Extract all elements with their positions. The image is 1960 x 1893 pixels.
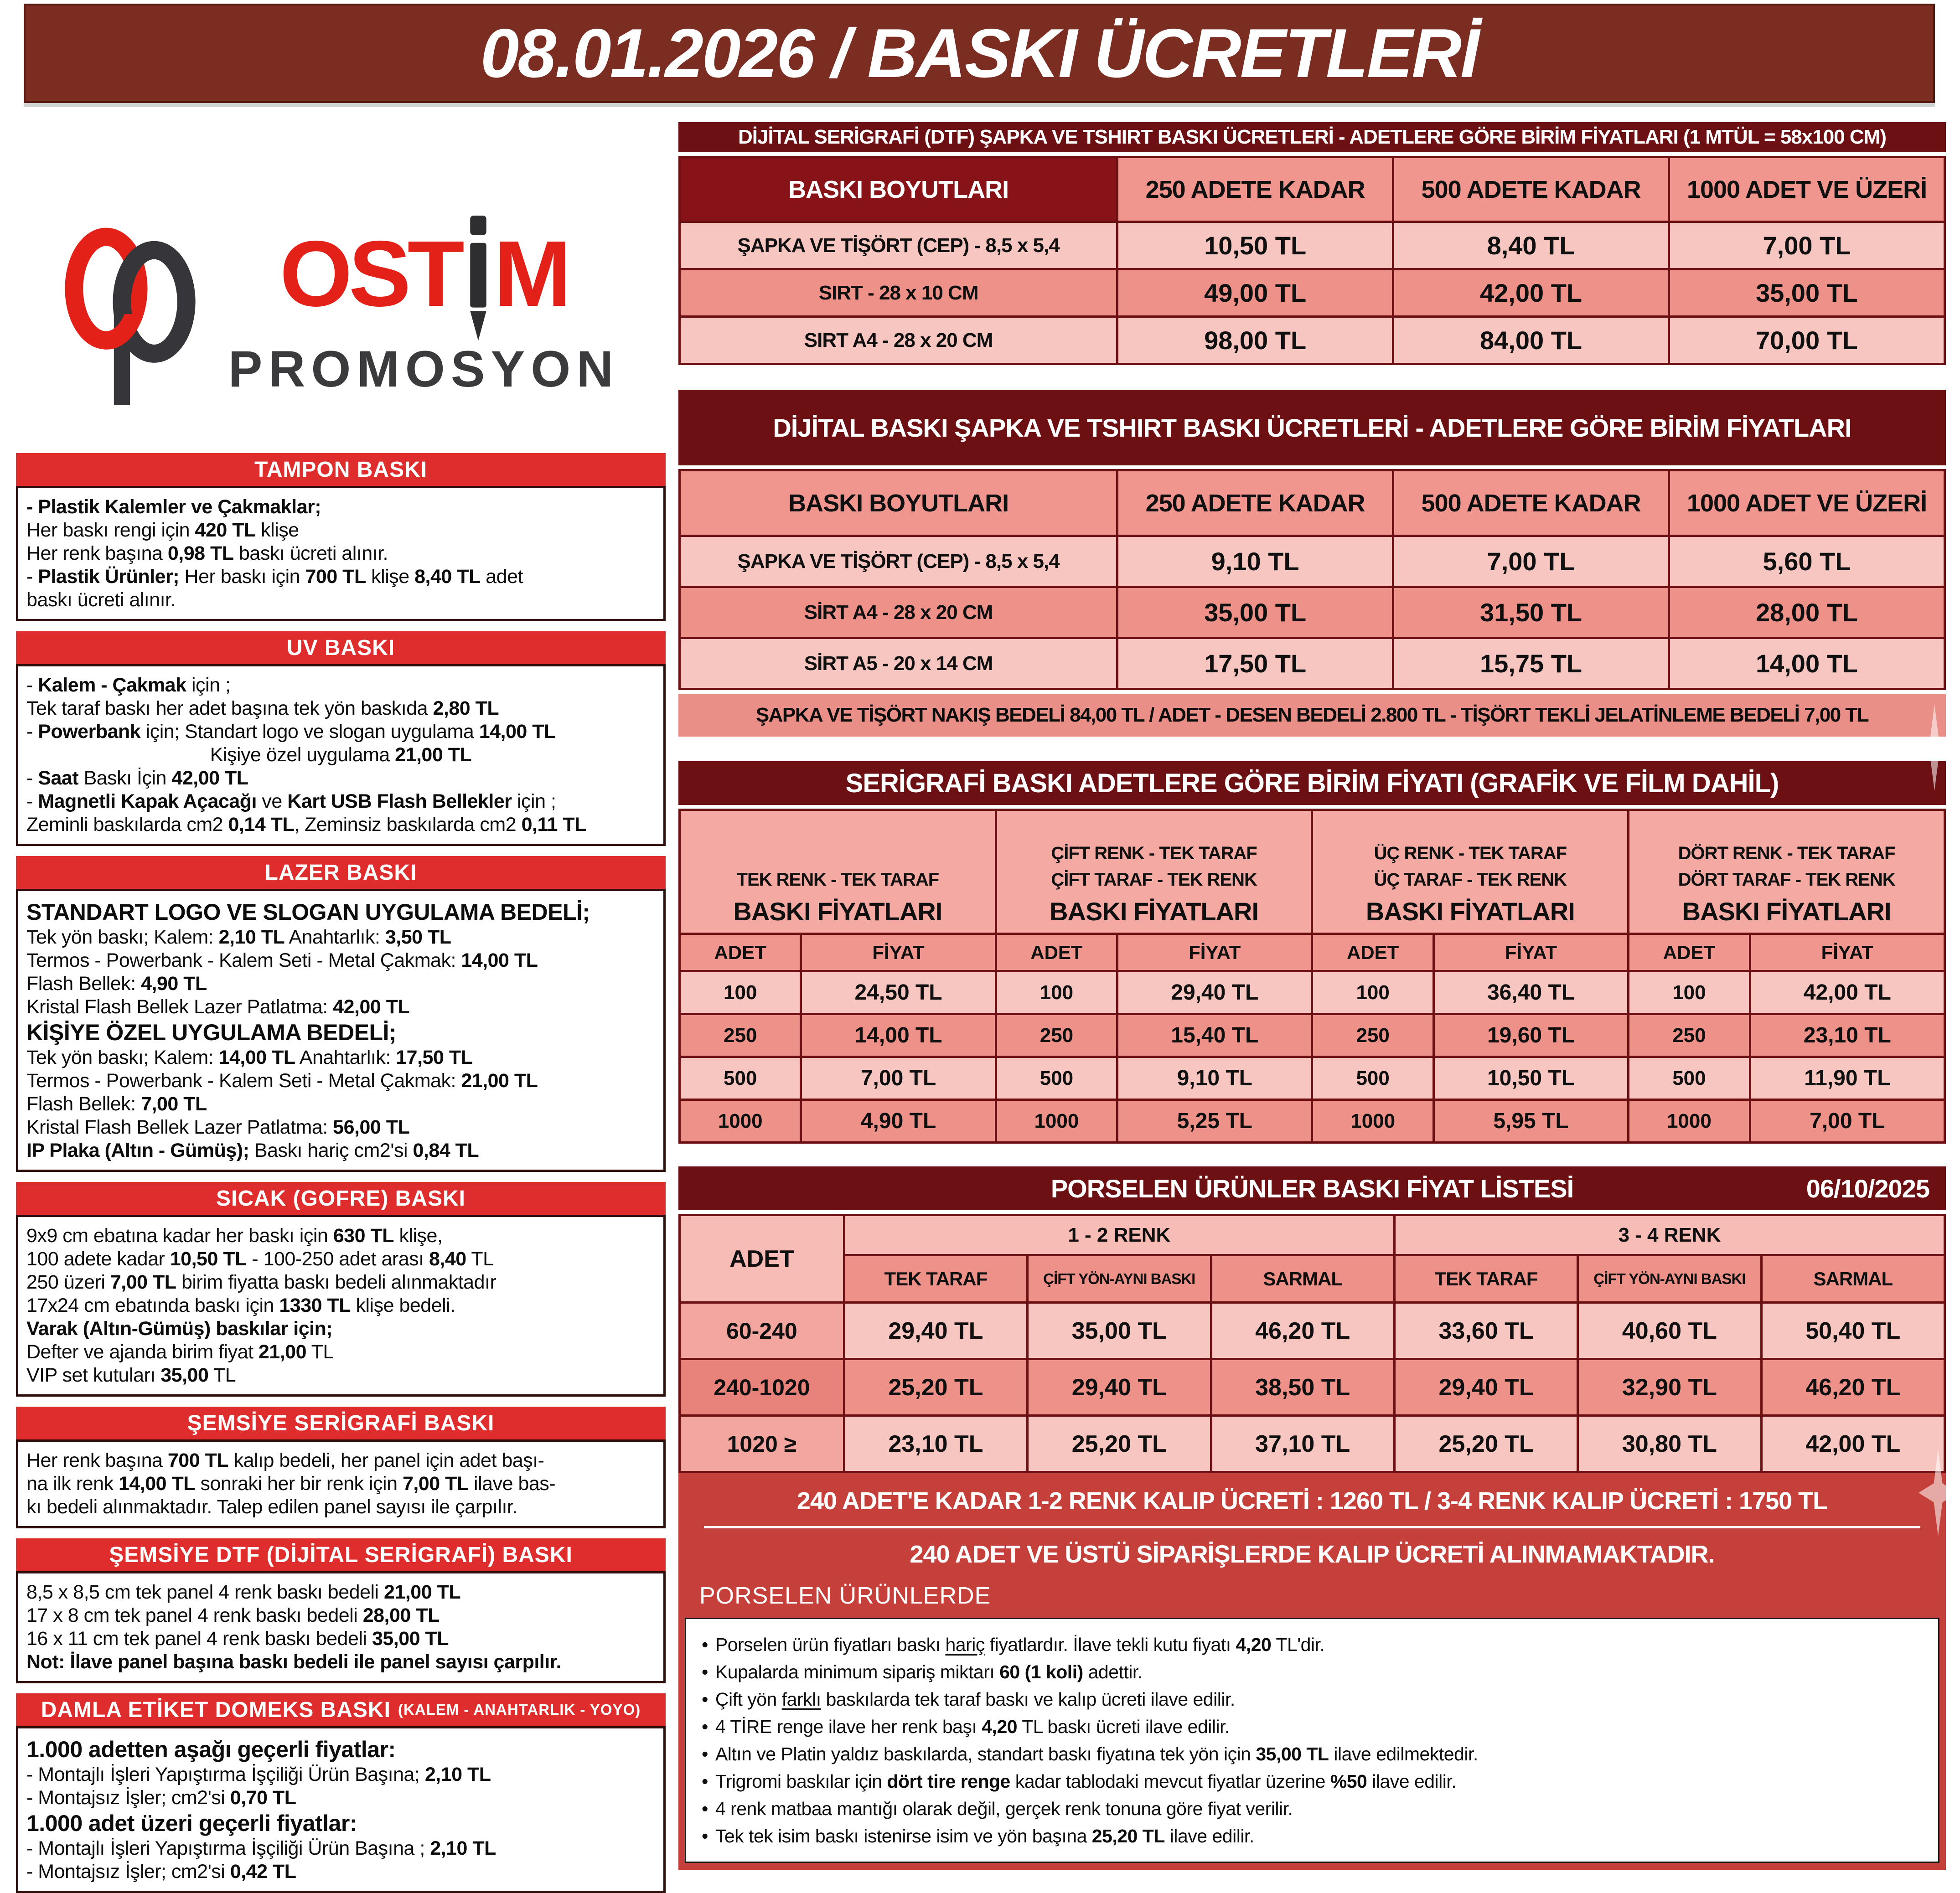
qty-cell: 1000 — [996, 1100, 1117, 1143]
price-cell: 10,50 TL — [1433, 1057, 1628, 1100]
porselen-table-title — [678, 1166, 1946, 1210]
group-header-row — [680, 1215, 1945, 1255]
note-bullet — [702, 1768, 1923, 1795]
porselen-price-section — [678, 1166, 1946, 1473]
text-line: 16 x 11 cm tek panel 4 renk baskı bedeli 35,00 TL — [26, 1628, 449, 1650]
text-line: STANDART LOGO VE SLOGAN UYGULAMA BEDELİ; — [26, 899, 590, 925]
note-text: Porselen ürün fiyatları baskı hariç fiyatlardır. İlave tekli kutu fiyatı 4,20 TL'dir. — [715, 1634, 1325, 1655]
col-header: 250 ADETE KADAR — [1117, 470, 1393, 536]
section-title-suffix: (KALEM - ANAHTARLIK - YOYO) — [398, 1701, 641, 1718]
bullet-dot: • — [702, 1798, 708, 1819]
col-header: TEK TARAF — [1394, 1255, 1577, 1303]
text-line: Zeminli baskılarda cm2 0,14 TL, Zeminsiz baskılarda cm2 0,11 TL — [26, 814, 586, 836]
row-label: SIRT A4 - 28 x 20 CM — [680, 317, 1117, 364]
porselen-notes-heading: PORSELEN ÜRÜNLERDE — [699, 1583, 991, 1609]
section-title: UV BASKI — [16, 631, 666, 664]
price-cell: 35,00 TL — [1028, 1303, 1211, 1359]
porselen-footer-area — [678, 1473, 1946, 1870]
text-line: - Montajlı İşleri Yapıştırma İşçiliği Ürün Başına; 2,10 TL — [26, 1764, 491, 1785]
note-text: 4 TİRE renge ilave her renk başı 4,20 TL baskı ücreti ilave edilir. — [715, 1716, 1230, 1737]
table-row — [680, 1359, 1945, 1416]
price-cell: 9,10 TL — [1117, 536, 1393, 587]
price-cell: 29,40 TL — [844, 1303, 1027, 1359]
row-label: 60-240 — [680, 1303, 844, 1359]
group-line: ÜÇ TARAF - TEK RENK — [1374, 870, 1567, 890]
price-cell: 7,00 TL — [1669, 222, 1945, 269]
qty-cell: 500 — [1629, 1057, 1750, 1100]
section-title: ŞEMSİYE DTF (DİJİTAL SERİGRAFİ) BASKI — [16, 1538, 666, 1571]
price-cell: 28,00 TL — [1669, 587, 1945, 638]
dijital-price-section — [678, 390, 1946, 737]
section-title: LAZER BASKI — [16, 856, 666, 889]
price-cell: 37,10 TL — [1211, 1416, 1394, 1472]
price-cell: 38,50 TL — [1211, 1359, 1394, 1416]
qty-cell: 1000 — [1629, 1100, 1750, 1143]
text-line: Her baskı rengi için 420 TL klişe — [26, 519, 299, 541]
right-column — [678, 122, 1946, 1855]
group-line: ÇİFT TARAF - TEK RENK — [1051, 870, 1257, 890]
left-section — [16, 1182, 666, 1397]
col-header: BASKI BOYUTLARI — [680, 470, 1117, 536]
price-cell: 42,00 TL — [1393, 269, 1669, 317]
price-cell: 25,20 TL — [1028, 1416, 1211, 1472]
qty-cell: 100 — [680, 971, 801, 1014]
bullet-dot: • — [702, 1689, 708, 1710]
logo-subtitle: PROMOSYON — [228, 340, 620, 397]
price-cell: 29,40 TL — [1028, 1359, 1211, 1416]
text-line: IP Plaka (Altın - Gümüş); Baskı hariç cm2'si 0,84 TL — [26, 1140, 479, 1161]
text-line: - Montajsız İşler; cm2'si 0,70 TL — [26, 1787, 296, 1809]
note-bullet — [702, 1686, 1923, 1713]
section-body — [16, 1571, 666, 1683]
table-row — [680, 317, 1945, 364]
price-cell: 5,25 TL — [1117, 1100, 1312, 1143]
table-row — [680, 1057, 1945, 1100]
bullet-dot: • — [702, 1743, 708, 1764]
note-bullet — [702, 1822, 1923, 1850]
text-line: - Magnetli Kapak Açacağı ve Kart USB Flash Bellekler için ; — [26, 790, 556, 812]
text-line: kı bedeli alınmaktadır. Talep edilen panel sayısı ile çarpılır. — [26, 1496, 517, 1518]
price-cell: 36,40 TL — [1433, 971, 1628, 1014]
price-cell: 23,10 TL — [1750, 1014, 1944, 1057]
qty-cell: 250 — [680, 1014, 801, 1057]
qty-cell: 100 — [1312, 971, 1433, 1014]
note-bullet — [702, 1631, 1923, 1658]
bullet-dot: • — [702, 1716, 708, 1737]
row-label: ŞAPKA VE TİŞÖRT (CEP) - 8,5 x 5,4 — [680, 222, 1117, 269]
text-line: Her renk başına 700 TL kalıp bedeli, her panel için adet başı- — [26, 1449, 544, 1471]
header-row — [680, 157, 1945, 222]
price-cell: 10,50 TL — [1117, 222, 1393, 269]
row-label: 240-1020 — [680, 1359, 844, 1416]
text-line: 1.000 adet üzeri geçerli fiyatlar: — [26, 1810, 357, 1836]
row-label: 1020 ≥ — [680, 1416, 844, 1472]
group-header-row — [680, 810, 1945, 934]
logo-word-left: OST — [279, 222, 461, 326]
note-text: Tek tek isim baskı istenirse isim ve yön başına 25,20 TL ilave edilir. — [715, 1826, 1254, 1847]
text-line: 8,5 x 8,5 cm tek panel 4 renk baskı bedeli 21,00 TL — [26, 1581, 461, 1603]
group-subtitle: BASKI FİYATLARI — [1050, 897, 1259, 926]
section-body — [16, 1726, 666, 1893]
note-text: 4 renk matbaa mantığı olarak değil, gerçek renk tonuna göre fiyat verilir. — [715, 1798, 1293, 1819]
note-bullet — [702, 1658, 1923, 1686]
price-cell: 50,40 TL — [1761, 1303, 1944, 1359]
price-cell: 29,40 TL — [1117, 971, 1312, 1014]
price-cell: 7,00 TL — [1393, 536, 1669, 587]
qty-cell: 500 — [1312, 1057, 1433, 1100]
serigrafi-table — [678, 809, 1946, 1144]
col-header: ADET — [1312, 934, 1433, 971]
col-header: 1000 ADET VE ÜZERİ — [1669, 157, 1945, 222]
serigrafi-price-section — [678, 761, 1946, 1144]
kalip-waiver-line: 240 ADET VE ÜSTÜ SİPARİŞLERDE KALIP ÜCRETİ ALINMAMAKTADIR. — [910, 1541, 1715, 1568]
bullet-dot: • — [702, 1826, 708, 1847]
dijital-table-footnote: ŞAPKA VE TİŞÖRT NAKIŞ BEDELİ 84,00 TL / ADET - DESEN BEDELİ 2.800 TL - TİŞÖRT TEKLİ JELATİNLEME BEDELİ 7,00 TL — [678, 694, 1946, 737]
col-header: ÇİFT YÖN-AYNI BASKI — [1578, 1255, 1761, 1303]
dtf-table-title: DİJİTAL SERİGRAFİ (DTF) ŞAPKA VE TSHIRT BASKI ÜCRETLERİ - ADETLERE GÖRE BİRİM FİYATLARI (1 MTÜL = 58x100 CM) — [678, 122, 1946, 152]
price-cell: 19,60 TL — [1433, 1014, 1628, 1057]
group-header: 3 - 4 RENK — [1394, 1215, 1944, 1255]
section-title: DAMLA ETİKET DOMEKS BASKI (KALEM - ANAHTARLIK - YOYO) — [16, 1693, 666, 1726]
note-text: Çift yön farklı baskılarda tek taraf baskı ve kalıp ücreti ilave edilir. — [715, 1689, 1235, 1710]
text-line: - Plastik Ürünler; Her baskı için 700 TL klişe 8,40 TL adet — [26, 566, 523, 588]
header-row — [680, 470, 1945, 536]
text-line: - Plastik Kalemler ve Çakmaklar; — [26, 496, 321, 518]
qty-cell: 250 — [1312, 1014, 1433, 1057]
table-row — [680, 1014, 1945, 1057]
price-cell: 84,00 TL — [1393, 317, 1669, 364]
pencil-icon — [465, 213, 491, 346]
text-line: Varak (Altın-Gümüş) baskılar için; — [26, 1318, 333, 1340]
price-cell: 49,00 TL — [1117, 269, 1393, 317]
section-body — [16, 1215, 666, 1397]
price-cell: 15,40 TL — [1117, 1014, 1312, 1057]
text-line: Kristal Flash Bellek Lazer Patlatma: 56,00 TL — [26, 1116, 410, 1138]
qty-cell: 250 — [996, 1014, 1117, 1057]
text-line: Tek yön baskı; Kalem: 14,00 TL Anahtarlık: 17,50 TL — [26, 1047, 473, 1068]
bullet-dot: • — [702, 1634, 708, 1655]
row-label: SİRT A4 - 28 x 20 CM — [680, 587, 1117, 638]
group-subtitle: BASKI FİYATLARI — [733, 897, 942, 926]
logo-wordmark — [279, 213, 568, 335]
text-line: 9x9 cm ebatına kadar her baskı için 630 TL klişe, — [26, 1225, 443, 1247]
porselen-table — [678, 1214, 1946, 1473]
text-line: Termos - Powerbank - Kalem Seti - Metal Çakmak: 21,00 TL — [26, 1070, 538, 1092]
col-header: 250 ADETE KADAR — [1117, 157, 1393, 222]
row-label: ŞAPKA VE TİŞÖRT (CEP) - 8,5 x 5,4 — [680, 536, 1117, 587]
price-cell: 29,40 TL — [1394, 1359, 1577, 1416]
ostim-logo — [16, 178, 666, 433]
text-line: - Kalem - Çakmak için ; — [26, 674, 231, 696]
qty-cell: 500 — [680, 1057, 801, 1100]
note-bullet — [702, 1713, 1923, 1740]
row-label: SIRT - 28 x 10 CM — [680, 269, 1117, 317]
col-header: 500 ADETE KADAR — [1393, 157, 1669, 222]
left-section — [16, 1538, 666, 1683]
col-header: 500 ADETE KADAR — [1393, 470, 1669, 536]
table-row — [680, 1416, 1945, 1472]
note-text: Kupalarda minimum sipariş miktarı 60 (1 koli) adettir. — [715, 1661, 1143, 1682]
price-cell: 14,00 TL — [801, 1014, 996, 1057]
left-sections — [16, 453, 666, 1893]
price-cell: 98,00 TL — [1117, 317, 1393, 364]
text-line: 1.000 adetten aşağı geçerli fiyatlar: — [26, 1737, 396, 1762]
price-cell: 25,20 TL — [844, 1359, 1027, 1416]
group-header — [1629, 810, 1945, 934]
group-line: DÖRT RENK - TEK TARAF — [1678, 843, 1895, 863]
table-row — [680, 638, 1945, 689]
price-cell: 14,00 TL — [1669, 638, 1945, 689]
price-cell: 24,50 TL — [801, 971, 996, 1014]
table-row — [680, 1100, 1945, 1143]
qty-cell: 100 — [1629, 971, 1750, 1014]
page-title: 08.01.2026 / BASKI ÜCRETLERİ — [480, 14, 1479, 92]
bullet-dot: • — [702, 1771, 708, 1792]
text-line: - Powerbank için; Standart logo ve slogan uygulama 14,00 TL — [26, 721, 556, 743]
col-header: 1000 ADET VE ÜZERİ — [1669, 470, 1945, 536]
table-row — [680, 587, 1945, 638]
price-cell: 30,80 TL — [1578, 1416, 1761, 1472]
group-header: 1 - 2 RENK — [844, 1215, 1394, 1255]
text-line: - Montajsız İşler; cm2'si 0,42 TL — [26, 1861, 296, 1883]
text-line: - Saat Baskı İçin 42,00 TL — [26, 767, 248, 789]
section-body — [16, 664, 666, 846]
price-cell: 25,20 TL — [1394, 1416, 1577, 1472]
price-cell: 70,00 TL — [1669, 317, 1945, 364]
col-header: FİYAT — [1750, 934, 1944, 971]
section-title: ŞEMSİYE SERİGRAFİ BASKI — [16, 1407, 666, 1439]
section-body — [16, 486, 666, 621]
text-line: - Montajlı İşleri Yapıştırma İşçiliği Ürün Başına ; 2,10 TL — [26, 1837, 496, 1859]
text-line: Her renk başına 0,98 TL baskı ücreti alınır. — [26, 542, 388, 564]
text-line: VIP set kutuları 35,00 TL — [26, 1364, 236, 1386]
group-subtitle: BASKI FİYATLARI — [1365, 897, 1575, 926]
ostim-logo-mark-icon — [62, 191, 213, 419]
col-header: SARMAL — [1211, 1255, 1394, 1303]
text-line: Flash Bellek: 4,90 TL — [26, 973, 207, 995]
group-line: ÇİFT RENK - TEK TARAF — [1051, 843, 1257, 863]
note-text: Altın ve Platin yaldız baskılarda, standart baskı fiyatına tek yön için 35,00 TL ilave edilmektedir. — [715, 1743, 1478, 1764]
dijital-table-title: DİJİTAL BASKI ŞAPKA VE TSHIRT BASKI ÜCRETLERİ - ADETLERE GÖRE BİRİM FİYATLARI — [678, 390, 1946, 465]
ostim-logo-text — [228, 213, 620, 398]
text-line: Kristal Flash Bellek Lazer Patlatma: 42,00 TL — [26, 996, 410, 1018]
group-line: DÖRT TARAF - TEK RENK — [1678, 870, 1895, 890]
qty-cell: 1000 — [1312, 1100, 1433, 1143]
price-cell: 40,60 TL — [1578, 1303, 1761, 1359]
left-section — [16, 856, 666, 1172]
price-cell: 5,60 TL — [1669, 536, 1945, 587]
qty-cell: 250 — [1629, 1014, 1750, 1057]
price-cell: 9,10 TL — [1117, 1057, 1312, 1100]
col-header: FİYAT — [1433, 934, 1628, 971]
price-cell: 7,00 TL — [1750, 1100, 1944, 1143]
table-row — [680, 971, 1945, 1014]
group-subtitle: BASKI FİYATLARI — [1682, 897, 1891, 926]
qty-cell: 100 — [996, 971, 1117, 1014]
note-bullet — [702, 1740, 1923, 1768]
left-column — [16, 137, 666, 1893]
price-cell: 17,50 TL — [1117, 638, 1393, 689]
text-line: Kişiye özel uygulama 21,00 TL — [210, 744, 472, 766]
porselen-date: 06/10/2025 — [1806, 1174, 1929, 1203]
price-cell: 31,50 TL — [1393, 587, 1669, 638]
porselen-title-text: PORSELEN ÜRÜNLER BASKI FİYAT LİSTESİ — [1050, 1174, 1574, 1203]
text-line: 17x24 cm ebatında baskı için 1330 TL klişe bedeli. — [26, 1295, 455, 1316]
row-label: SİRT A5 - 20 x 14 CM — [680, 638, 1117, 689]
left-section — [16, 631, 666, 846]
price-cell: 8,40 TL — [1393, 222, 1669, 269]
col-header: ADET — [996, 934, 1117, 971]
left-section — [16, 1693, 666, 1893]
table-row — [680, 269, 1945, 317]
text-line: Flash Bellek: 7,00 TL — [26, 1093, 207, 1115]
text-line: KİŞİYE ÖZEL UYGULAMA BEDELİ; — [26, 1020, 397, 1045]
col-header: FİYAT — [1117, 934, 1312, 971]
col-header: ADET — [680, 934, 801, 971]
price-cell: 4,90 TL — [801, 1100, 996, 1143]
table-row — [680, 536, 1945, 587]
bullet-dot: • — [702, 1661, 708, 1682]
text-line: 17 x 8 cm tek panel 4 renk baskı bedeli 28,00 TL — [26, 1604, 440, 1626]
text-line: na ilk renk 14,00 TL sonraki her bir renk için 7,00 TL ilave bas- — [26, 1473, 556, 1495]
table-row — [680, 222, 1945, 269]
col-header: ÇİFT YÖN-AYNI BASKI — [1028, 1255, 1211, 1303]
group-header — [1312, 810, 1629, 934]
group-header — [996, 810, 1312, 934]
subheader-row — [680, 1255, 1945, 1303]
text-line: Not: İlave panel başına baskı bedeli ile panel sayısı çarpılır. — [26, 1651, 562, 1673]
price-cell: 42,00 TL — [1761, 1416, 1944, 1472]
dtf-table — [678, 156, 1946, 365]
text-line: Defter ve ajanda birim fiyat 21,00 TL — [26, 1341, 334, 1363]
section-title: SICAK (GOFRE) BASKI — [16, 1182, 666, 1215]
price-cell: 46,20 TL — [1211, 1303, 1394, 1359]
col-header: TEK TARAF — [844, 1255, 1027, 1303]
price-cell: 35,00 TL — [1117, 587, 1393, 638]
col-header: FİYAT — [801, 934, 996, 971]
group-header — [680, 810, 996, 934]
logo-word-right: M — [493, 222, 568, 326]
text-line: Tek taraf baskı her adet başına tek yön baskıda 2,80 TL — [26, 697, 499, 719]
note-text: Trigromi baskılar için dört tire renge kadar tablodaki mevcut fiyatlar üzerine %50 ilave edilir. — [715, 1771, 1457, 1792]
dijital-table — [678, 469, 1946, 690]
price-cell: 23,10 TL — [844, 1416, 1027, 1472]
price-cell: 15,75 TL — [1393, 638, 1669, 689]
text-line: 250 üzeri 7,00 TL birim fiyatta baskı bedeli alınmaktadır — [26, 1271, 496, 1293]
section-body — [16, 889, 666, 1172]
serigrafi-table-title: SERİGRAFİ BASKI ADETLERE GÖRE BİRİM FİYATI (GRAFİK VE FİLM DAHİL) — [678, 761, 1946, 805]
price-cell: 42,00 TL — [1750, 971, 1944, 1014]
price-cell: 46,20 TL — [1761, 1359, 1944, 1416]
section-body — [16, 1439, 666, 1528]
dtf-price-section — [678, 122, 1946, 365]
price-cell: 5,95 TL — [1433, 1100, 1628, 1143]
price-cell: 11,90 TL — [1750, 1057, 1944, 1100]
group-line: ÜÇ RENK - TEK TARAF — [1374, 843, 1567, 863]
qty-cell: 500 — [996, 1057, 1117, 1100]
note-bullet — [702, 1795, 1923, 1822]
left-section — [16, 1407, 666, 1528]
price-cell: 35,00 TL — [1669, 269, 1945, 317]
text-line: Tek yön baskı; Kalem: 2,10 TL Anahtarlık: 3,50 TL — [26, 926, 451, 948]
left-section — [16, 453, 666, 621]
table-row — [680, 1303, 1945, 1359]
subheader-row — [680, 934, 1945, 971]
col-header: BASKI BOYUTLARI — [680, 157, 1117, 222]
group-line: TEK RENK - TEK TARAF — [736, 870, 939, 890]
kalip-fee-line: 240 ADET'E KADAR 1-2 RENK KALIP ÜCRETİ : 1260 TL / 3-4 RENK KALIP ÜCRETİ : 1750 TL — [796, 1487, 1828, 1515]
qty-cell: 1000 — [680, 1100, 801, 1143]
price-cell: 7,00 TL — [801, 1057, 996, 1100]
col-header: SARMAL — [1761, 1255, 1944, 1303]
section-title: TAMPON BASKI — [16, 453, 666, 486]
col-header-adet: ADET — [680, 1215, 844, 1303]
text-line: 100 adete kadar 10,50 TL - 100-250 adet arası 8,40 TL — [26, 1248, 494, 1270]
page-title-banner — [24, 4, 1935, 103]
price-cell: 32,90 TL — [1578, 1359, 1761, 1416]
porselen-notes-box — [685, 1618, 1939, 1863]
col-header: ADET — [1629, 934, 1750, 971]
text-line: Termos - Powerbank - Kalem Seti - Metal Çakmak: 14,00 TL — [26, 949, 538, 971]
text-line: baskı ücreti alınır. — [26, 589, 176, 611]
price-cell: 33,60 TL — [1394, 1303, 1577, 1359]
